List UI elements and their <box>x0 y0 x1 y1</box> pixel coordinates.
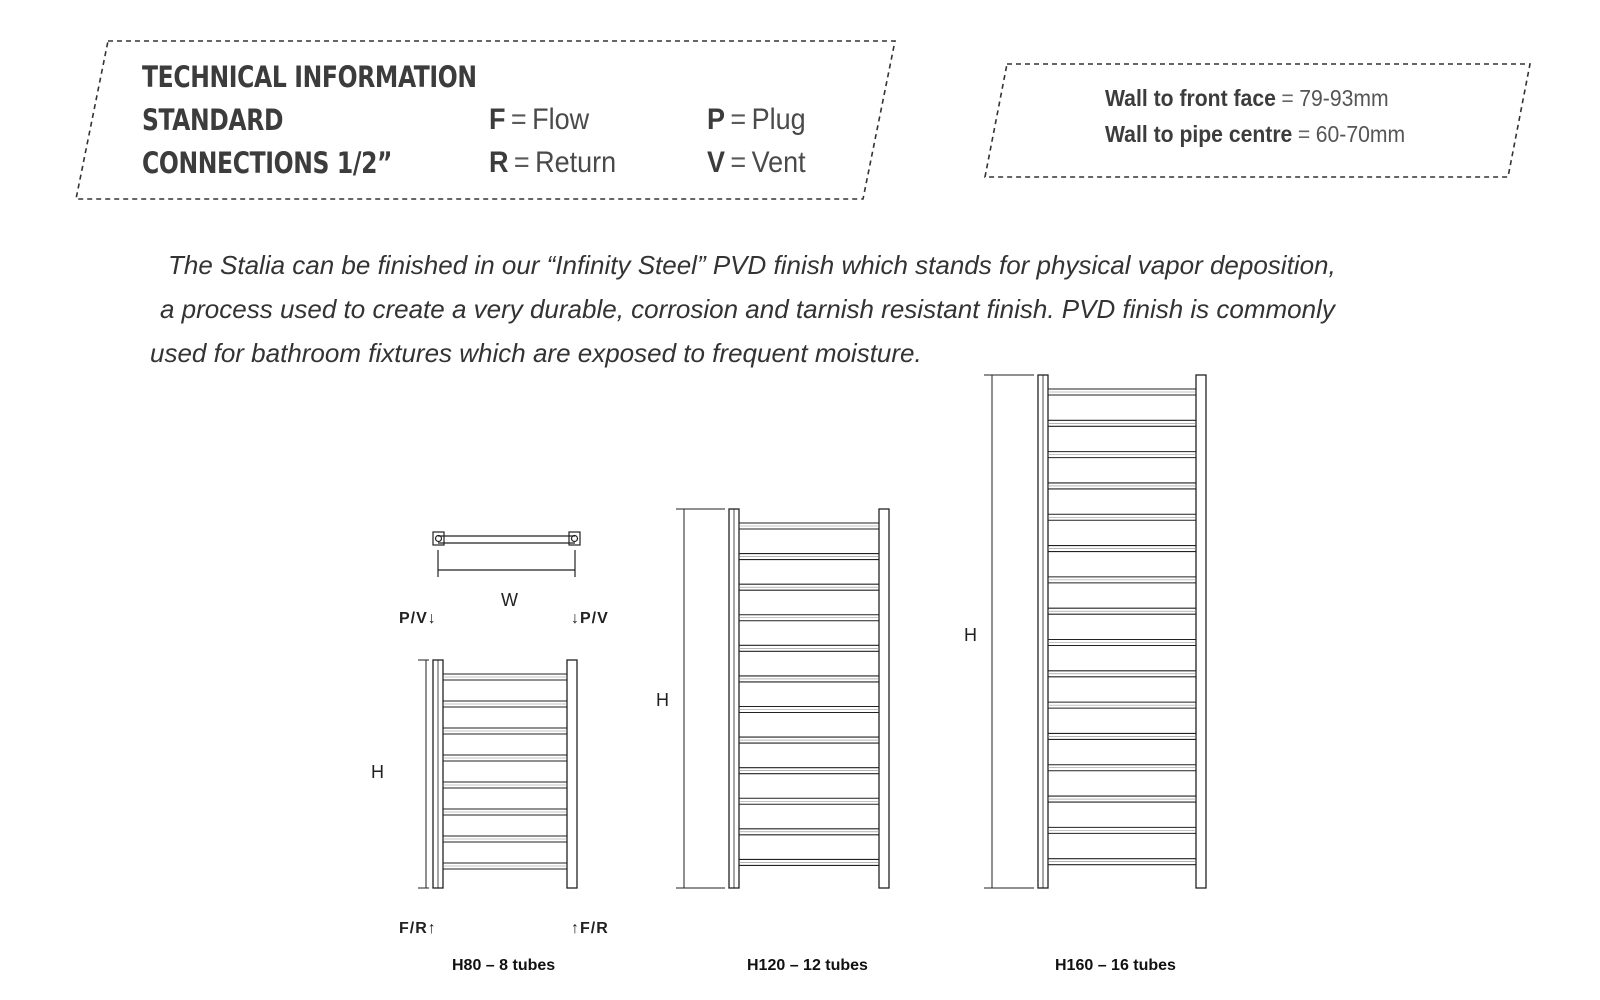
legend-equals: = <box>730 103 747 136</box>
height-label-h80: H <box>371 762 384 782</box>
description-line-1: The Stalia can be finished in our “Infinity Steel” PVD finish which stands for physical vapor deposition, <box>168 250 1336 280</box>
legend-value: Flow <box>532 103 590 136</box>
description-line-2: a process used to create a very durable, corrosion and tarnish resistant finish. PVD finish is commonly <box>160 294 1335 324</box>
caption-h80: H80 – 8 tubes <box>452 957 556 974</box>
caption-h160: H160 – 16 tubes <box>1055 957 1176 974</box>
wall-equals: = <box>1297 121 1311 147</box>
pv-label-left: P/V↓ <box>399 610 437 627</box>
legend-key: F <box>489 103 506 136</box>
caption-h120: H120 – 12 tubes <box>747 957 868 974</box>
legend-value: Plug <box>751 103 806 136</box>
legend-equals: = <box>510 103 527 136</box>
radiator-side-post <box>567 660 577 888</box>
width-label: W <box>501 590 518 610</box>
height-label-h120: H <box>656 690 669 710</box>
connections-label: CONNECTIONS 1/2” <box>142 146 393 180</box>
standard-label: STANDARD <box>142 103 284 137</box>
technical-info-title: TECHNICAL INFORMATION <box>142 60 477 94</box>
radiator-side-post <box>879 509 889 888</box>
legend-key: P <box>707 103 726 136</box>
legend-equals: = <box>730 146 747 179</box>
wall-label: Wall to pipe centre <box>1105 121 1293 147</box>
height-label-h160: H <box>964 625 977 645</box>
wall-equals: = <box>1281 85 1294 111</box>
pv-label-right: ↓P/V <box>571 610 609 627</box>
top-view <box>433 532 580 577</box>
legend-value: Vent <box>751 146 806 179</box>
legend-value: Return <box>535 146 617 179</box>
radiator-side-post <box>1196 375 1206 888</box>
wall-value: 60-70mm <box>1315 121 1406 147</box>
legend-equals: = <box>513 146 530 179</box>
description-line-3: used for bathroom fixtures which are exposed to frequent moisture. <box>150 338 922 368</box>
legend-key: R <box>489 146 509 179</box>
wall-value: 79-93mm <box>1299 85 1389 111</box>
fr-label-left: F/R↑ <box>399 920 437 937</box>
fr-label-right: ↑F/R <box>571 920 609 937</box>
wall-label: Wall to front face <box>1105 85 1276 111</box>
legend-key: V <box>707 146 726 179</box>
radiator-elevations <box>418 375 1206 888</box>
